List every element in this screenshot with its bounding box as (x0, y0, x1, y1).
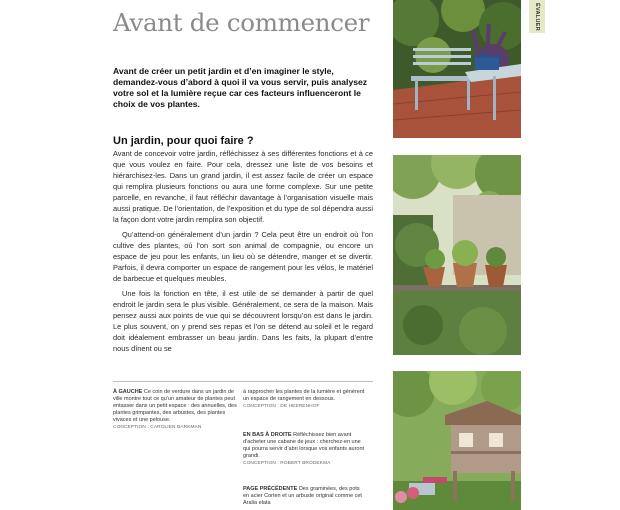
caption-lead: EN BAS À DROITE (243, 432, 292, 438)
section-tab (529, 0, 545, 33)
photo-pergola-pots (393, 155, 521, 355)
section-tab-label: ÉVALUER (534, 2, 540, 31)
intro-paragraph: Avant de créer un petit jardin et d’en imaginer le style, demandez-vous d’abord à quoi il va vous servir, puis analysez votre sol et la lumière reçue car ces facteurs influenceront le choix de vos plantes. (113, 66, 368, 109)
caption-text: Ce coin de verdure dans un jardin de ville montre tout ce qu’un amateur de plantes peut entasser dans un petit espace : des annuelles, des plantes grimpantes, des arbustes, des plantes vivaces et une pelouse. (113, 389, 237, 424)
photo-terrace-bench (393, 0, 521, 138)
caption-lead: PAGE PRÉCÉDENTE (243, 486, 298, 492)
photo-playhouse (393, 371, 521, 510)
section-heading: Un jardin, pour quoi faire ? (113, 135, 254, 147)
caption-right-bottom (243, 486, 367, 507)
caption-text: à rapprocher les plantes de la lumière et génèrent un espace de rangement en dessous. (243, 389, 365, 403)
caption-credit: CONCEPTION : CAROLIEN BARKMAN (113, 425, 202, 431)
page-title: Avant de commencer (113, 8, 370, 37)
caption-left (113, 389, 237, 432)
caption-credit: CONCEPTION : DE HEERENHOF (243, 404, 320, 410)
caption-credit: CONCEPTION : ROBERT BRODEKMA (243, 461, 331, 467)
body-text (113, 149, 373, 355)
body-paragraph: Avant de concevoir votre jardin, réfléchissez à ses différentes fonctions et à ce que vous voulez en faire. Pour cela, dressez une liste de vos besoins et hiérarchisez-les. Dans un grand jardin, il est assez facile de créer un espace qui remplira plusieurs fonctions ou aura une forme complexe. Sur une petite parcelle, en revanche, il faut réfléchir davantage à l’organisation visuelle mais aussi pratique. De l’orientation, de l’exposition et du type de sol dépendra aussi la façon dont votre jardin remplira son objectif. (113, 149, 373, 224)
body-paragraph: Une fois la fonction en tête, il est utile de se demander à partir de quel endroit le jardin sera le plus visible. Généralement, ce sera de la maison. Mais pensez aussi aux points de vue qui se découvrent lorsqu’on est dans le jardin. Le plus souvent, on y prend ses repas et l’on se détend au soleil et le regard doit idéalement embrasser un beau jardin. Dans les faits, la plupart d’entre nous dînent ou se (113, 289, 373, 354)
caption-text: Des graminées, des pots en acier Corten et un arbuste original comme cet Aralia elata (243, 486, 362, 507)
caption-right-top (243, 389, 367, 410)
caption-text: Réfléchissez bien avant d’acheter une cabane de jeux : cherchez-en une qui pourra servir d’abri lorsque vos enfants auront grandi. (243, 432, 365, 460)
caption-right-mid (243, 432, 367, 467)
caption-divider (113, 381, 373, 382)
caption-lead: À GAUCHE (113, 389, 143, 395)
body-paragraph: Qu’attend-on généralement d’un jardin ? Cela peut être un endroit où l’on cultive des plantes, où l’on sort son animal de compagnie, ou encore un espace de jeu pour les enfants, un lieu où se détendre, manger et se divertir. Parfois, il devra comporter un espace de rangement pour les vélos, le matériel de barbecue et quelques meubles. (113, 230, 373, 283)
